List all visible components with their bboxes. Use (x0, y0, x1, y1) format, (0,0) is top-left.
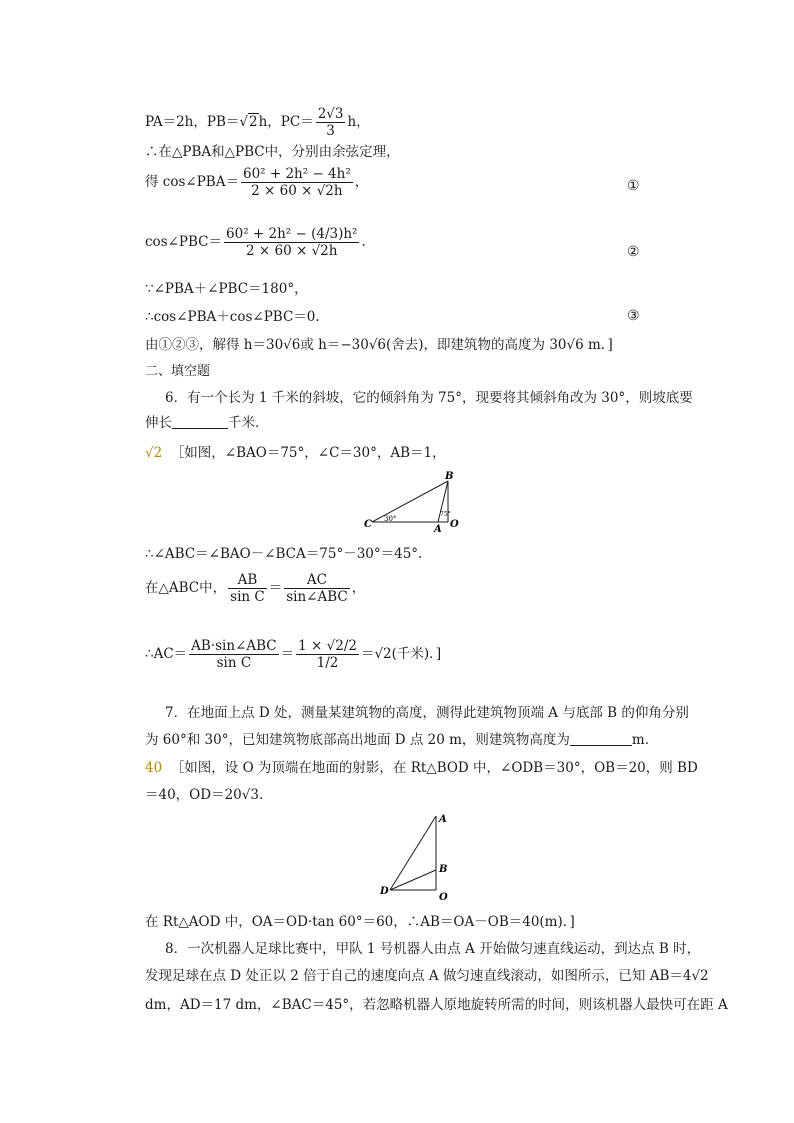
equation-2 (145, 226, 366, 259)
a7-answer: 40 (145, 760, 163, 776)
q8-line1: 8．一次机器人足球比赛中，甲队 1 号机器人由点 A 开始做匀速直线运动，到达点 B 时， (165, 941, 701, 957)
pa-text: PA＝2h，PB＝ (145, 114, 240, 130)
q8-line2: 发现足球在点 D 处正以 2 倍于自己的速度向点 A 做匀速直线滚动，如图所示，已知 AB＝4√2 (145, 968, 709, 984)
eq2-lead: cos∠PBC＝ (145, 234, 223, 250)
a6-line3: 在△ABC中， $\frac{AB}{\text{sin C}}$ ＝ $\frac{AC}{\text{sin∠ABC}}$ ， (145, 572, 366, 605)
section-heading: 二、填空题 (145, 364, 211, 379)
angle-sum-line: ∵∠PBA＋∠PBC＝180°， (145, 281, 308, 297)
a6-line4: ∴AC＝ $\frac{\text{AB·sin∠ABC}}{\text{sin C}}$ ＝ $\frac{1 \times √2/2}{1/2}$ ＝√2(千米)．] (145, 638, 442, 671)
eq1-lead: 得 cos∠PBA＝ (145, 174, 239, 190)
pb-h: h，PC＝ (258, 114, 314, 130)
solution-line: 由①②③，解得 h＝30√6或 h＝−30√6(舍去)，即建筑物的高度为 30√6 m．] (145, 337, 613, 353)
fig1-label-c: C (364, 519, 372, 530)
eq2-fraction: $\frac{\text{60² + 2h² − (4/3)h²}}{2 \times 60 \times √2h}$ (226, 226, 358, 259)
fig2-label-d: D (380, 886, 389, 897)
q8-line3: dm，AD＝17 dm，∠BAC＝45°，若忽略机器人原地旋转所需的时间，则该机器人最快可在距 A (145, 997, 728, 1013)
line-pa-pb-pc: PA＝2h，PB＝√2h，PC＝ $\frac{2√3}{3}$ h， (145, 106, 370, 139)
fig2-label-b: B (439, 864, 448, 875)
a6-line2: ∴∠ABC＝∠BAO－∠BCA＝75°－30°＝45°. (145, 546, 423, 562)
pb-radicand: 2 (249, 114, 258, 130)
fig2-label-o: O (439, 892, 448, 902)
figure-slope-triangle (362, 468, 462, 532)
fig1-angle-30: 30° (384, 515, 397, 523)
cos-sum-line: ∴cos∠PBA＋cos∠PBC＝0. (145, 309, 320, 325)
a7-line3: 在 Rt△AOD 中，OA＝OD·tan 60°＝60，∴AB＝OA－OB＝40(m)．] (145, 914, 575, 930)
equation-1 (145, 166, 368, 199)
eq1-tail: ， (354, 174, 369, 190)
fig2-label-a: A (439, 814, 447, 825)
fig1-label-a: A (434, 524, 442, 532)
q7-line1: 7．在地面上点 D 处，测量某建筑物的高度，测得此建筑物顶端 A 与底部 B 的仰角分别 (165, 705, 689, 721)
cosine-law-intro: ∴在△PBA和△PBC中，分别由余弦定理， (145, 144, 400, 160)
fig1-label-o: O (450, 519, 459, 530)
q6-blank (172, 414, 228, 429)
a7-line2: ＝40，OD＝20√3. (145, 787, 264, 803)
a6-line1: √2 ［如图，∠BAO＝75°，∠C＝30°，AB＝1， (145, 445, 446, 461)
eq1-fraction: $\frac{\text{60² + 2h² − 4h²}}{2 \times 60 \times √2h}$ (242, 166, 351, 199)
figure-building-triangle (372, 810, 462, 902)
eq2-mark: ② (627, 244, 640, 260)
fig1-label-b: B (445, 471, 454, 482)
q6-line1: 6．有一个长为 1 千米的斜坡，它的倾斜角为 75°，现要将其倾斜角改为 30°，则坡底要 (165, 390, 693, 406)
fig2-db (390, 870, 436, 890)
pc-fraction: $\frac{2√3}{3}$ (317, 106, 344, 139)
q6-line2: 伸长 千米． (145, 415, 269, 431)
eq3-mark: ③ (627, 308, 640, 324)
a7-line1: 40 ［如图，设 O 为顶端在地面的射影，在 Rt△BOD 中，∠ODB＝30°，OB＝20，则 BD (145, 760, 698, 776)
pc-h: h， (347, 114, 370, 130)
q7-blank (570, 731, 632, 746)
fig1-angle-75: 75° (440, 511, 451, 518)
a6-answer: √2 (145, 445, 163, 461)
q7-line2: 为 60°和 30°，已知建筑物底部高出地面 D 点 20 m，则建筑物高度为 m． (145, 732, 659, 748)
eq1-mark: ① (627, 178, 640, 194)
fig2-da (390, 816, 436, 890)
eq2-tail: . (361, 234, 366, 250)
